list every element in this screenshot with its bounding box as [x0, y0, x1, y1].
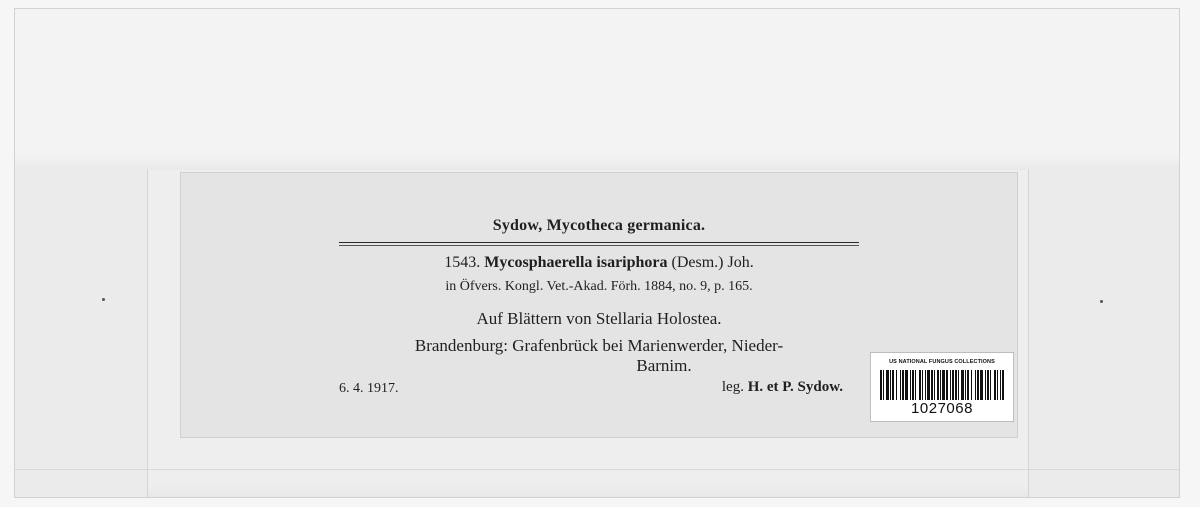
barcode-stripe	[967, 370, 969, 400]
barcode-stripe	[1000, 370, 1001, 400]
barcode-stripe	[952, 370, 954, 400]
barcode-stripe	[994, 370, 996, 400]
exsiccata-number: 1543.	[444, 254, 481, 271]
barcode-stripe	[958, 370, 959, 400]
barcode-stripe	[902, 370, 904, 400]
barcode-stripe	[934, 370, 935, 400]
barcode-stripe	[990, 370, 991, 400]
barcode-stripe	[997, 370, 998, 400]
paper-speck	[102, 298, 105, 301]
collector-prefix: leg.	[721, 379, 744, 395]
barcode-stripe	[975, 370, 976, 400]
barcode-stripe	[946, 370, 948, 400]
barcode-bars	[880, 370, 1004, 400]
barcode-stripe	[886, 370, 889, 400]
barcode-number: 1027068	[911, 400, 973, 417]
barcode-stripe	[971, 370, 972, 400]
envelope-top-flap	[15, 9, 1179, 170]
barcode-stripe	[905, 370, 908, 400]
barcode-stripe	[961, 370, 964, 400]
barcode-stripe	[896, 370, 897, 400]
label-title: Sydow, Mycotheca germanica.	[492, 217, 706, 234]
title-rule-secondary	[339, 245, 859, 246]
barcode-stripe	[955, 370, 957, 400]
collector	[722, 379, 843, 396]
barcode-stripe	[919, 370, 921, 400]
barcode-stripe	[937, 370, 939, 400]
title-rule	[339, 242, 859, 243]
barcode-header: US NATIONAL FUNGUS COLLECTIONS	[889, 359, 995, 365]
host-line: Auf Blättern von Stellaria Holostea.	[476, 309, 722, 328]
barcode-stripe	[890, 370, 891, 400]
barcode-stripe	[915, 370, 916, 400]
collector-names: H. et P. Sydow.	[747, 379, 843, 395]
paper-speck	[1100, 300, 1103, 303]
barcode-stripe	[892, 370, 894, 400]
species-name: Mycosphaerella isariphora	[484, 254, 668, 271]
barcode-stripe	[987, 370, 989, 400]
barcode-stripe	[927, 370, 930, 400]
locality-line-1: Brandenburg: Grafenbrück bei Marienwerder, Nieder-	[414, 336, 784, 355]
barcode-stripe	[950, 370, 951, 400]
collection-date: 6. 4. 1917.	[339, 381, 399, 396]
barcode-stripe	[900, 370, 901, 400]
envelope-right-flap	[1028, 169, 1179, 497]
barcode-stripe	[912, 370, 914, 400]
barcode-stripe	[883, 370, 884, 400]
envelope-fold-line	[15, 469, 1179, 470]
barcode-stripe	[910, 370, 911, 400]
barcode-stripe	[880, 370, 882, 400]
barcode-stripe	[922, 370, 923, 400]
species-authority: (Desm.) Joh.	[671, 254, 754, 271]
barcode-stripe	[931, 370, 933, 400]
locality-line-2: Barnim.	[636, 356, 692, 375]
literature-citation: in Öfvers. Kongl. Vet.-Akad. Förh. 1884, no. 9, p. 165.	[445, 279, 753, 294]
barcode-sticker	[870, 352, 1014, 422]
barcode-stripe	[965, 370, 966, 400]
barcode-stripe	[985, 370, 986, 400]
species-line	[181, 254, 1017, 272]
envelope-left-flap	[15, 169, 148, 497]
barcode-stripe	[942, 370, 945, 400]
barcode-stripe	[980, 370, 983, 400]
barcode-stripe	[925, 370, 926, 400]
barcode-stripe	[1002, 370, 1004, 400]
barcode-stripe	[977, 370, 979, 400]
barcode-stripe	[940, 370, 941, 400]
